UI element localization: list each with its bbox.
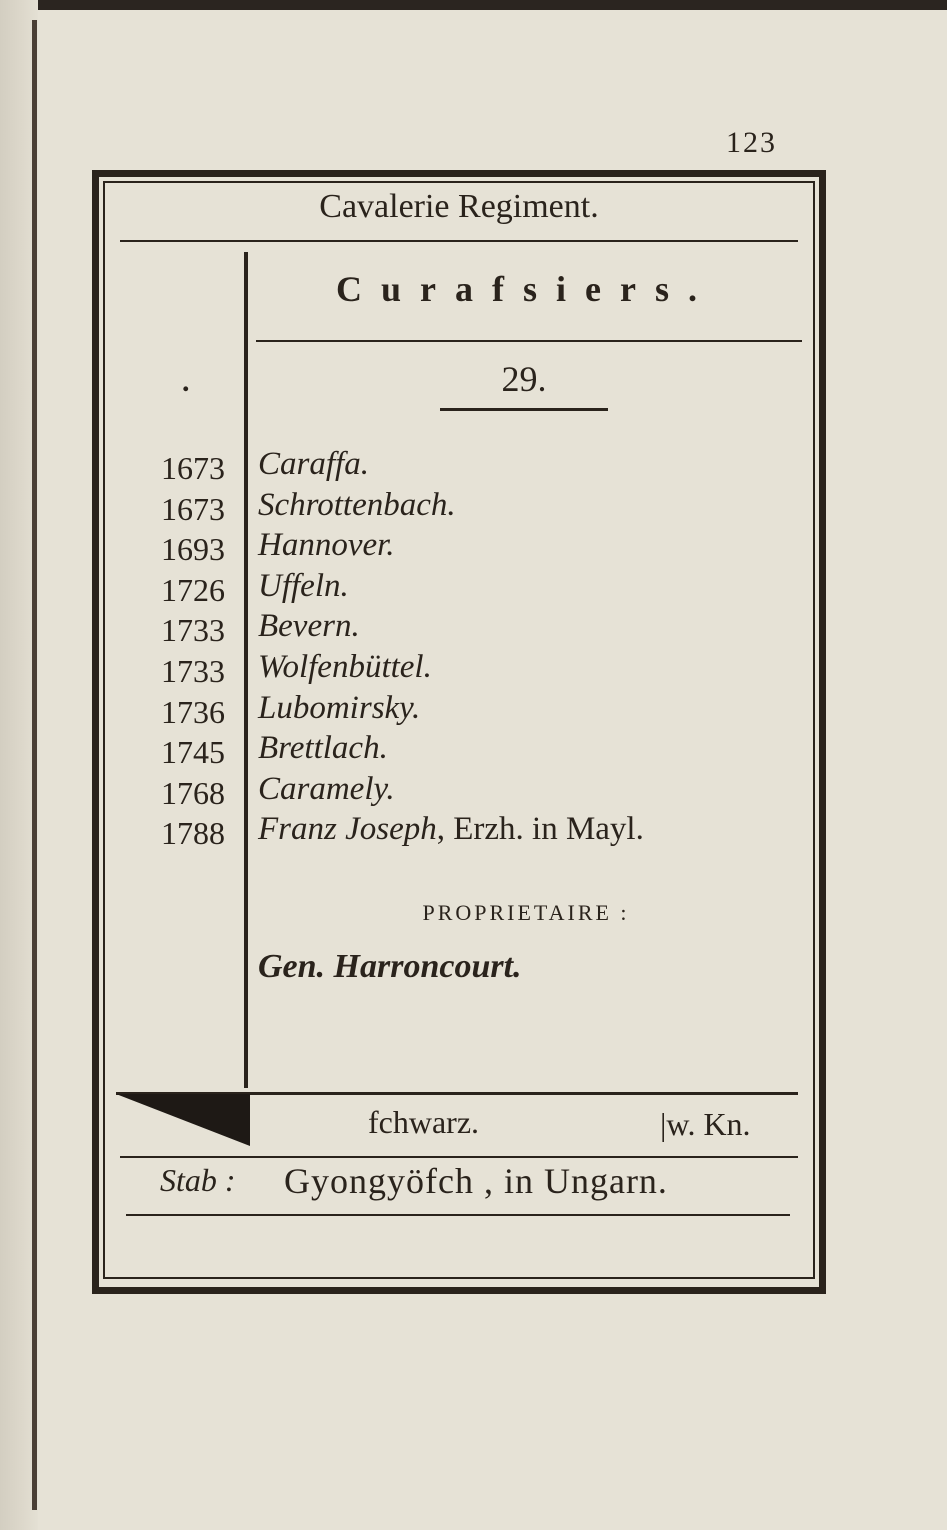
uniform-buttons: |w. Kn. — [660, 1106, 751, 1142]
owner-name: Caramely. — [258, 770, 395, 807]
owner-name: Lubomirsky. — [258, 689, 421, 726]
history-owner — [258, 485, 808, 526]
history-owner — [258, 525, 808, 566]
history-year: 1726 — [161, 571, 225, 608]
history-owner — [258, 444, 808, 485]
stab-label: Stab : — [160, 1162, 236, 1198]
history-year: 1733 — [161, 612, 225, 649]
history-year: 1673 — [161, 450, 225, 486]
gutter-fold-line — [32, 20, 37, 1510]
uniform-bottom-rule — [120, 1156, 798, 1158]
history-year: 1693 — [161, 531, 225, 568]
column-marker: . — [182, 365, 190, 398]
owner-name: Caraffa. — [258, 446, 369, 482]
history-year: 1788 — [161, 815, 225, 852]
owner-name: Schrottenbach. — [258, 486, 456, 523]
owner-name: Uffeln. — [258, 567, 349, 604]
page-number: 123 — [726, 126, 777, 159]
history-owner — [258, 606, 808, 647]
uniform-colour: fchwarz. — [368, 1104, 480, 1140]
uniform-colour-swatch — [116, 1094, 250, 1146]
number-underline — [440, 408, 608, 411]
owner-title: , Erzh. in Mayl. — [436, 811, 644, 848]
history-year: 1768 — [161, 774, 225, 811]
owner-name: Franz Joseph — [258, 811, 437, 848]
history-owner — [258, 728, 808, 769]
history-year: 1745 — [161, 734, 225, 771]
section-title: Cavalerie Regiment. — [319, 188, 599, 225]
history-year: 1736 — [161, 693, 225, 730]
history-owner — [258, 769, 808, 810]
history-owner — [258, 647, 808, 688]
regiment-number: 29. — [501, 359, 547, 399]
proprietaire-label: PROPRIETAIRE : — [422, 900, 630, 925]
stab-location: Gyongyöfch , in Ungarn. — [284, 1161, 668, 1201]
page-top-shadow — [0, 0, 947, 10]
history-owner — [258, 688, 808, 729]
title-divider — [120, 240, 798, 242]
owner-name: Hannover. — [258, 527, 395, 564]
owner-name: Brettlach. — [258, 730, 388, 767]
history-year: 1673 — [161, 490, 225, 527]
history-owner — [258, 566, 808, 607]
history-owner — [258, 809, 808, 850]
owner-name: Wolfenbüttel. — [258, 648, 432, 685]
type-divider — [256, 340, 802, 342]
owner-column — [258, 444, 808, 850]
column-divider — [244, 252, 248, 1088]
stab-rule — [126, 1214, 790, 1216]
proprietaire-name: Gen. Harroncourt. — [258, 948, 522, 985]
history-year: 1733 — [161, 652, 225, 689]
year-column — [130, 448, 225, 854]
owner-name: Bevern. — [258, 608, 360, 645]
regiment-type: Curafsiers. — [336, 269, 716, 309]
